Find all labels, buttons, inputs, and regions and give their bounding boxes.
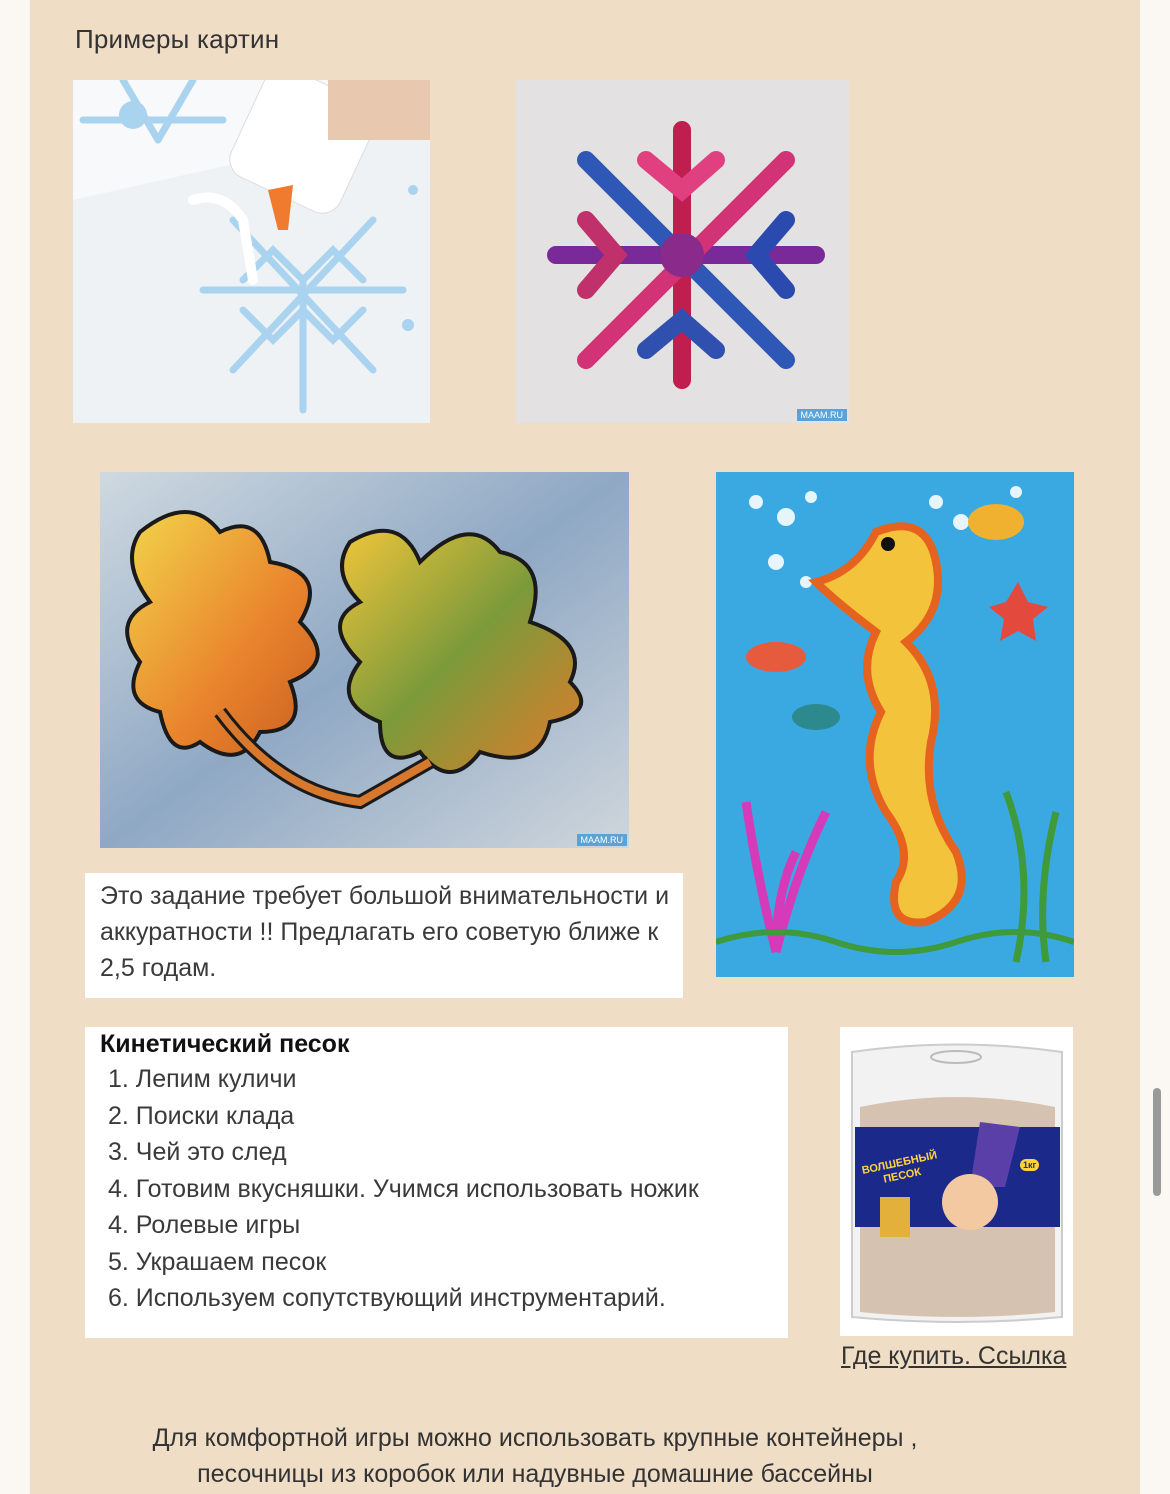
kinetic-sand-box — [85, 1027, 788, 1338]
where-to-buy-link[interactable]: Где купить. Ссылка — [841, 1342, 1067, 1370]
list-item: 1. Лепим куличи — [108, 1065, 297, 1093]
package-weight: 1кг — [1020, 1159, 1039, 1171]
salt-painting-note-text: Это задание требует большой внимательности и аккуратности !! Предлагать его советую ближе к 2,5 годам. — [100, 882, 670, 982]
seahorse-photo — [716, 472, 1074, 977]
footer-note — [100, 1420, 970, 1492]
kinetic-sand-list — [108, 1061, 788, 1317]
salt-painting-note — [85, 873, 683, 998]
list-item: 3. Чей это след — [108, 1138, 287, 1166]
footer-line-1: Для комфортной игры можно использовать крупные контейнеры , — [152, 1424, 918, 1452]
list-item: 4. Готовим вкусняшки. Учимся использовать ножик — [108, 1174, 699, 1203]
footer-line-2: песочницы из коробок или надувные домашние бассейны — [197, 1460, 873, 1488]
section-title: Примеры картин — [75, 24, 280, 54]
right-margin — [1140, 0, 1170, 1494]
list-item: 4. Ролевые игры — [108, 1211, 301, 1239]
colored-snowflake-photo — [516, 80, 849, 423]
list-item: 5. Украшаем песок — [108, 1247, 327, 1276]
list-item: 6. Используем сопутствующий инструментарий. — [108, 1284, 666, 1312]
watermark: MAAM.RU — [797, 409, 848, 421]
watermark: MAAM.RU — [577, 834, 628, 846]
scrollbar-thumb[interactable] — [1153, 1088, 1161, 1196]
list-item: 2. Поиски клада — [108, 1101, 295, 1130]
left-margin — [0, 0, 30, 1494]
autumn-leaves-photo — [100, 472, 629, 848]
kinetic-sand-title: Кинетический песок — [100, 1030, 350, 1058]
kinetic-sand-package-photo — [840, 1027, 1073, 1336]
glue-snowflake-photo — [73, 80, 430, 423]
package-title: ВОЛШЕБНЫЙ ПЕСОК — [860, 1149, 939, 1186]
